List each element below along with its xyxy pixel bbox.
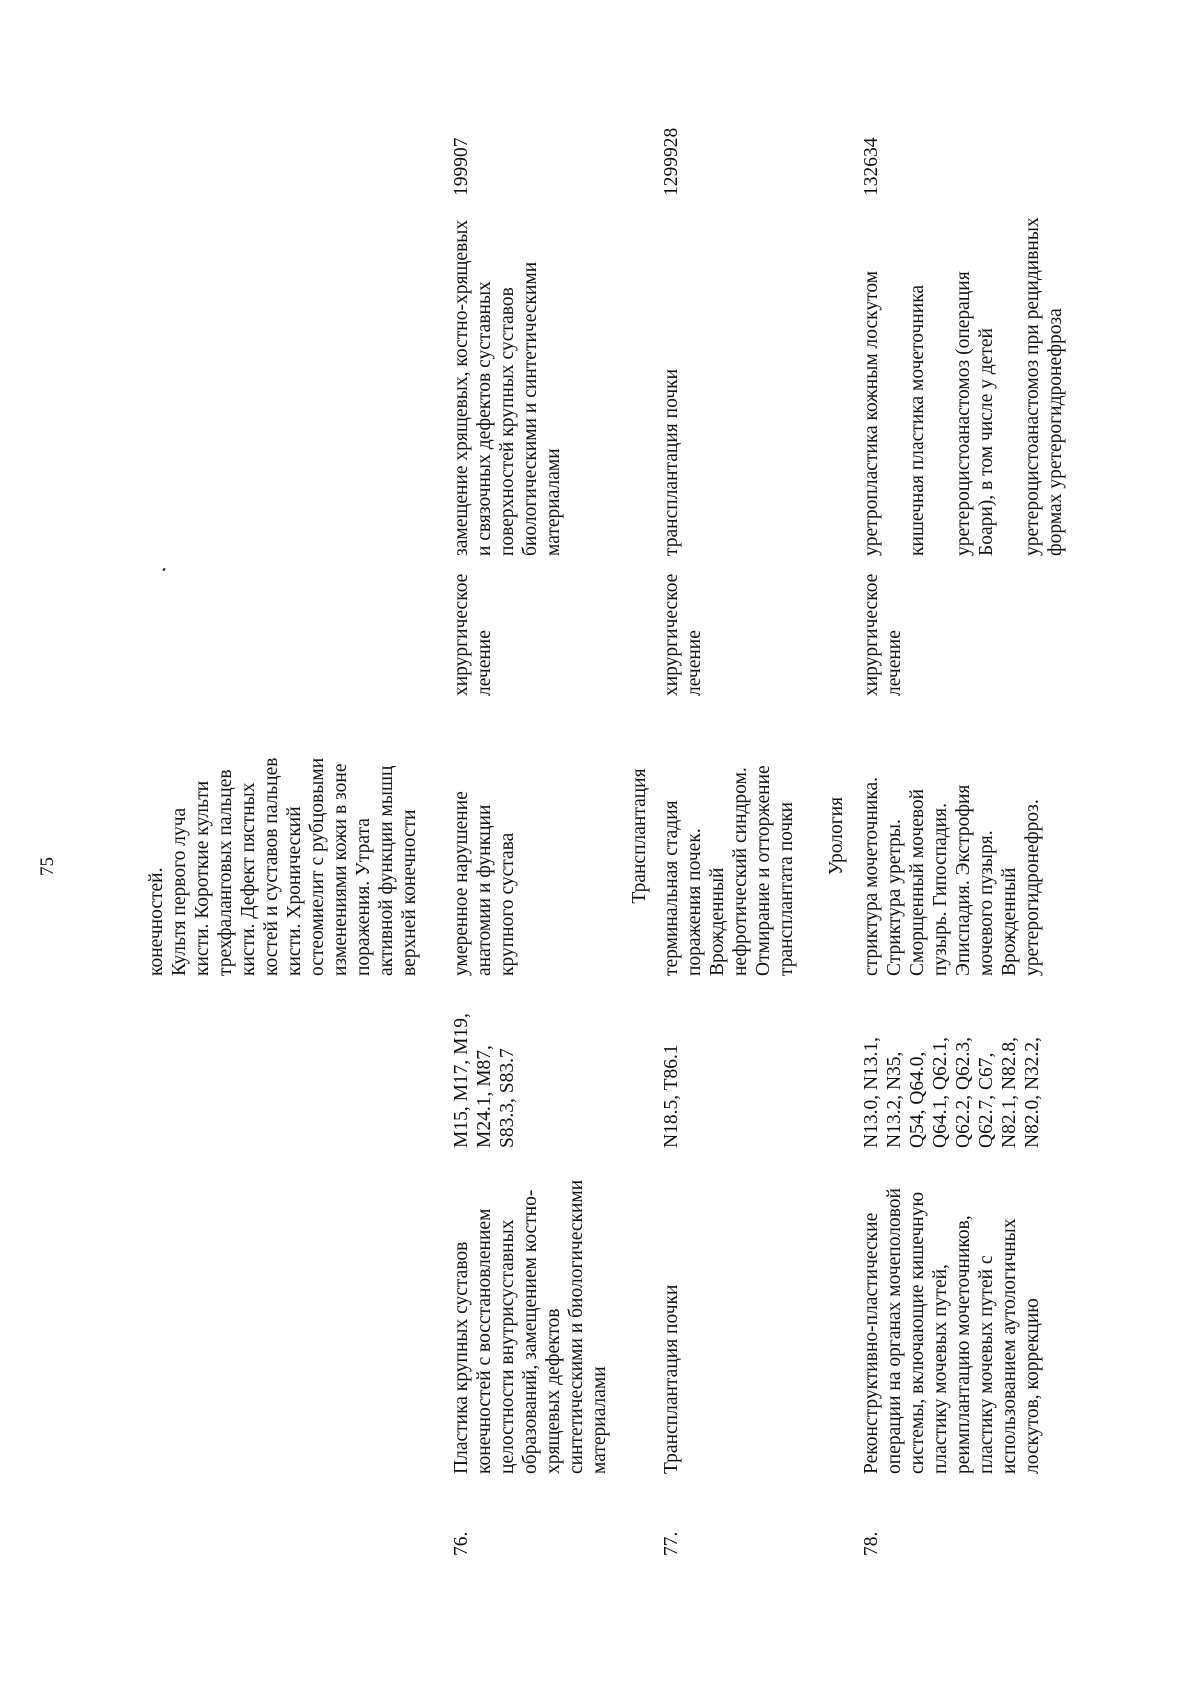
code-line: N82.1, N82.8,	[999, 1036, 1020, 1148]
model-line: трехфаланговых пальцев	[215, 769, 236, 976]
treatment-type-cell	[450, 574, 496, 696]
method-line: трансплантация почки	[661, 368, 682, 556]
method-line: уретероцистоанастомоз при рецидивных	[1022, 217, 1043, 556]
model-line: Врожденный	[707, 867, 728, 976]
method-cell	[660, 369, 683, 556]
cost-cell: 1299928	[661, 127, 682, 196]
name-line: хрящевых дефектов	[543, 1308, 564, 1474]
icd-codes-cell	[660, 1044, 683, 1148]
code-line: Q54, Q64.0,	[907, 1051, 928, 1148]
model-line: конечностей.	[146, 867, 167, 976]
section-heading-urology: Урология	[826, 796, 847, 876]
code-line: M24.1, M87,	[474, 1045, 495, 1148]
model-line: мочевого пузыря.	[976, 830, 997, 976]
code-line: Q62.2, Q62.3,	[953, 1036, 974, 1148]
model-line: изменениями кожи в зоне	[330, 763, 351, 976]
model-line: поражения почек.	[684, 828, 705, 976]
model-line: Отмирание и отторжение	[753, 765, 774, 976]
model-cell	[660, 765, 798, 976]
code-line: M15, M17, M19,	[451, 1013, 472, 1148]
method-line: материалами	[543, 448, 564, 556]
page-number: 75	[37, 857, 58, 876]
model-line: анатомии и функции	[474, 804, 495, 976]
type-line: хирургическое	[661, 573, 682, 696]
name-line: пластику мочевых путей,	[930, 1264, 951, 1474]
type-line: лечение	[684, 630, 705, 696]
row-number: 78.	[861, 1531, 882, 1556]
name-line: Пластика крупных суставов	[451, 1241, 472, 1474]
model-line: Эписпадия. Экстрофия	[953, 784, 974, 976]
code-line: N18.5, T86.1	[661, 1044, 682, 1148]
method-line: уретероцистоанастомоз (операция	[953, 271, 974, 556]
model-line: Стриктура уретры.	[884, 819, 905, 976]
method-line: биологическими и синтетическими	[520, 261, 541, 556]
model-line: кисти. Хронический	[284, 806, 305, 976]
method-line: Боари), в том числе у детей	[976, 328, 997, 556]
procedure-name-cell	[860, 1188, 1044, 1474]
name-line: материалами	[589, 1366, 610, 1474]
code-line: S83.3, S83.7	[497, 1048, 518, 1148]
model-cell	[450, 791, 519, 976]
treatment-type-cell	[660, 574, 706, 696]
model-line: активной функции мышц	[376, 765, 397, 976]
type-line: хирургическое	[451, 573, 472, 696]
model-line: стриктура мочеточника.	[861, 776, 882, 976]
treatment-type-cell	[860, 574, 906, 696]
name-line: системы, включающие кишечную	[907, 1191, 928, 1474]
type-line: лечение	[884, 630, 905, 696]
row-number: 76.	[451, 1531, 472, 1556]
model-line: костей и суставов пальцев	[261, 757, 282, 976]
model-line: кисти. Дефект пястных	[238, 782, 259, 976]
model-line: кисти. Короткие культи	[192, 780, 213, 976]
model-line: крупного сустава	[497, 832, 518, 976]
procedure-name-cell	[450, 1180, 611, 1474]
model-line: нефротический синдром.	[730, 767, 751, 976]
model-cell	[860, 777, 1044, 976]
method-cell	[860, 217, 1067, 556]
model-line: остеомиелит с рубцовыми	[307, 757, 328, 976]
icd-codes-cell	[860, 1037, 1044, 1148]
name-line: использованием аутологичных	[999, 1218, 1020, 1474]
type-line: лечение	[474, 630, 495, 696]
name-line: Реконструктивно-пластические	[861, 1212, 882, 1474]
method-line: и связочных дефектов суставных	[474, 281, 495, 556]
name-line: реимплантацию мочеточников,	[953, 1215, 974, 1474]
name-line: операции на органах мочеполовой	[884, 1188, 905, 1474]
name-line: лоскутов, коррекцию	[1022, 1298, 1043, 1474]
model-line: Культя первого луча	[169, 807, 190, 976]
code-line: N13.0, N13.1,	[861, 1036, 882, 1148]
name-line: целостности внутрисуставных	[497, 1219, 518, 1474]
stray-mark	[162, 568, 165, 572]
section-heading-transplant: Трансплантация	[629, 768, 650, 904]
model-line: трансплантата почки	[776, 801, 797, 976]
name-line: синтетическими и биологическими	[566, 1179, 587, 1474]
name-line: образований, замещением костно-	[520, 1189, 541, 1474]
code-line: N82.0, N32.2,	[1022, 1036, 1043, 1148]
code-line: Q64.1, Q62.1,	[930, 1036, 951, 1148]
model-line: Сморщенный мочевой	[907, 788, 928, 976]
method-line: кишечная пластика мочеточника	[907, 284, 928, 556]
model-line: Врожденный	[999, 867, 1020, 976]
method-line: поверхностей крупных суставов	[497, 287, 518, 556]
method-line: уретропластика кожным лоскутом	[861, 270, 882, 556]
procedure-name-cell	[660, 1285, 683, 1474]
model-line: поражения. Утрата	[353, 818, 374, 976]
icd-codes-cell	[450, 1013, 519, 1148]
method-line: формах уретерогидронефроза	[1045, 308, 1066, 556]
cost-cell: 132634	[861, 137, 882, 196]
code-line: Q62.7, C67,	[976, 1052, 997, 1148]
model-line: уретерогидронефроз.	[1022, 799, 1043, 976]
name-line: конечностей с восстановлением	[474, 1208, 495, 1474]
model-line: умеренное нарушение	[451, 791, 472, 976]
cost-cell: 199907	[451, 137, 472, 196]
name-line: Трансплантация почки	[661, 1284, 682, 1474]
type-line: хирургическое	[861, 573, 882, 696]
code-line: N13.2, N35,	[884, 1051, 905, 1148]
method-line: замещение хрящевых, костно-хрящевых	[451, 219, 472, 556]
name-line: пластику мочевых путей с	[976, 1255, 997, 1474]
row-number: 77.	[661, 1531, 682, 1556]
model-line: верхней конечности	[399, 809, 420, 976]
model-line: пузырь. Гипоспадия.	[930, 803, 951, 976]
method-cell	[450, 220, 565, 556]
model-line: терминальная стадия	[661, 800, 682, 976]
model-cell	[145, 758, 421, 976]
